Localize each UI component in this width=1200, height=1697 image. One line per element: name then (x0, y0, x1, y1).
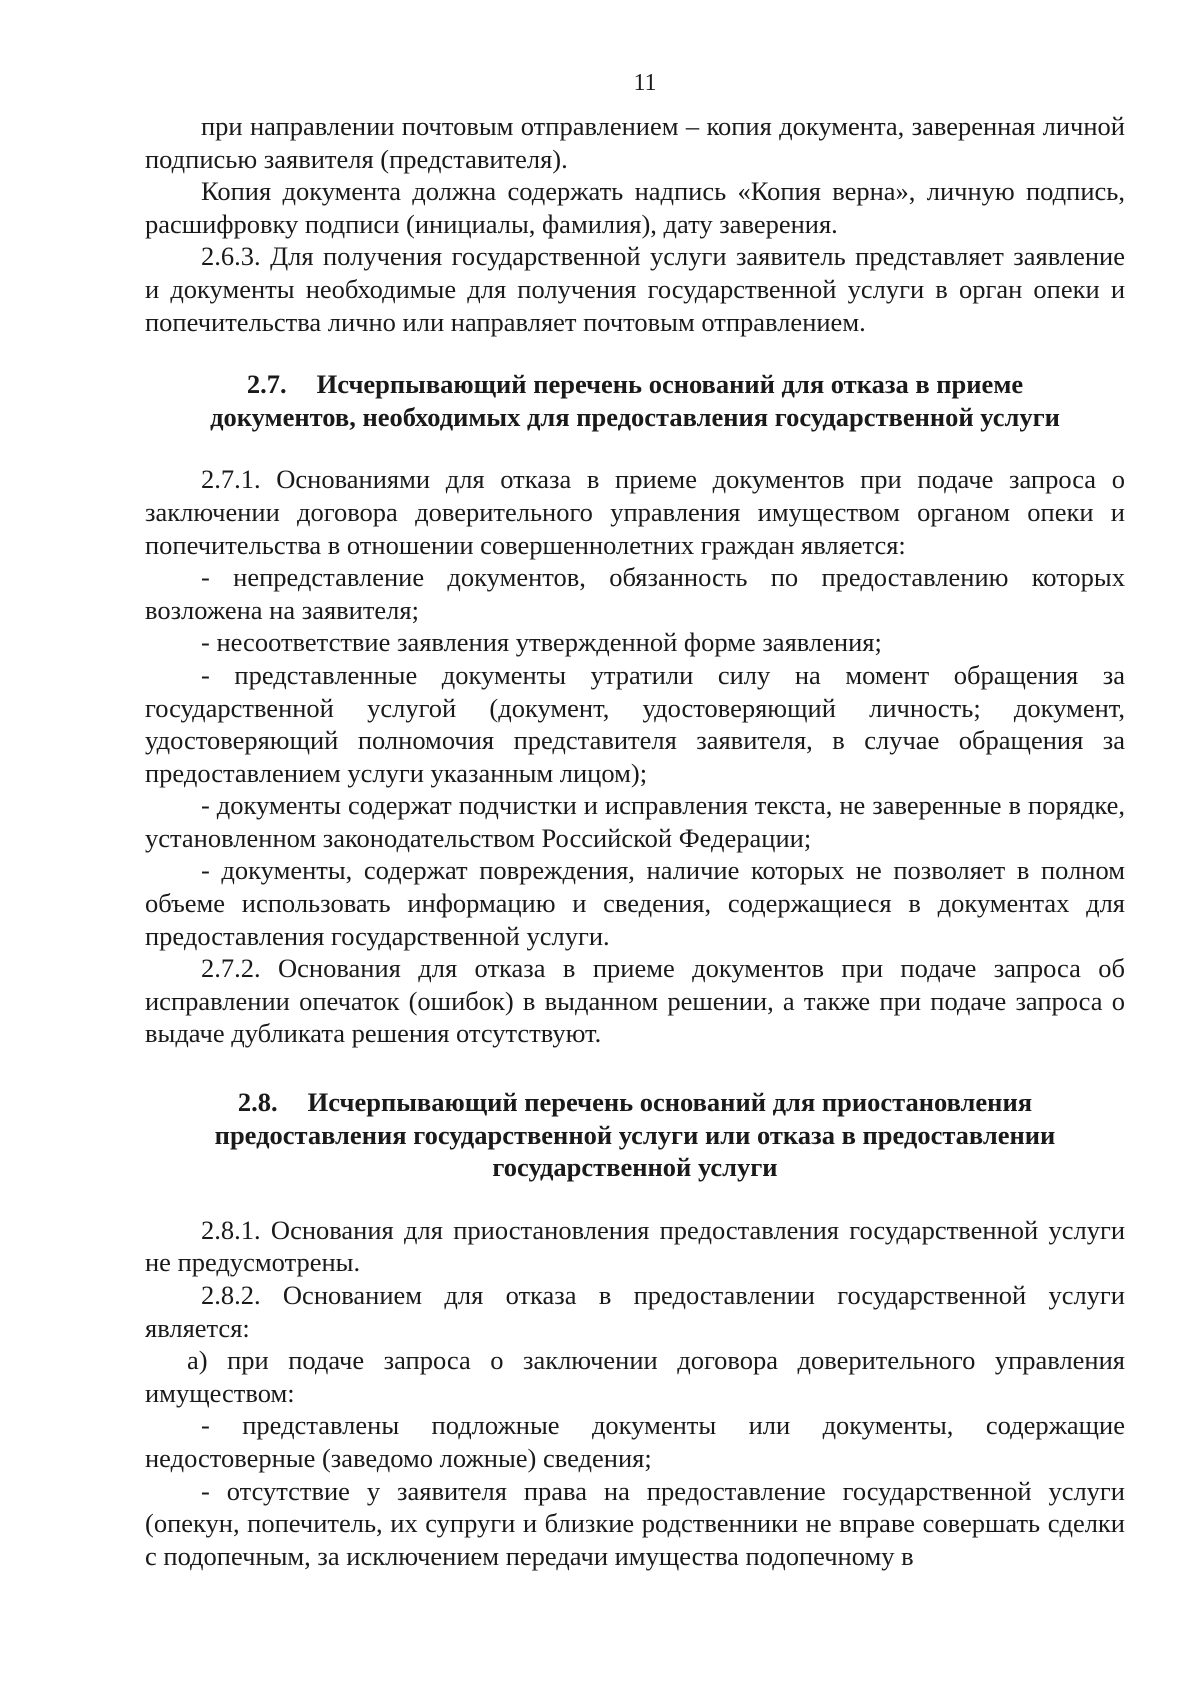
heading-text: Исчерпывающий перечень оснований для отказа в приеме (316, 369, 1024, 400)
list-item: - отсутствие у заявителя права на предоставление государственной услуги (опекун, попечитель, их супруги и близкие родственники не вправе совершать сделки с подопечным, за исключением передачи имущества подопечному в (145, 1475, 1125, 1571)
heading-text: Исчерпывающий перечень оснований для приостановления (307, 1087, 1033, 1118)
list-item: - представленные документы утратили силу на момент обращения за государственной услугой (документ, удостоверяющий личность; документ, удостоверяющий полномочия представителя заявителя, в случае обращения за предоставлением услуги указанным лицом); (145, 659, 1125, 788)
list-item: - представлены подложные документы или документы, содержащие недостоверные (заведомо ложные) сведения; (145, 1410, 1125, 1473)
paragraph: при направлении почтовым отправлением – копия документа, заверенная личной подписью заявителя (представителя). (145, 111, 1125, 174)
heading-line: государственной услуги (492, 1152, 778, 1183)
document-page (145, 70, 1125, 1572)
list-item: - документы, содержат повреждения, наличие которых не позволяет в полном объеме использовать информацию и сведения, содержащиеся в документах для предоставления государственной услуги. (145, 855, 1125, 951)
paragraph: 2.8.2. Основанием для отказа в предоставлении государственной услуги является: (145, 1280, 1125, 1343)
heading-line (145, 368, 1125, 401)
section-heading-2-7 (145, 368, 1125, 433)
paragraph: 2.7.1. Основаниями для отказа в приеме документов при подаче запроса о заключении договора доверительного управления имуществом органом опеки и попечительства в отношении совершеннолетних граждан является: (145, 464, 1125, 560)
paragraph: Копия документа должна содержать надпись «Копия верна», личную подпись, расшифровку подписи (инициалы, фамилия), дату заверения. (145, 176, 1125, 239)
list-item: - непредставление документов, обязанность по предоставлению которых возложена на заявителя; (145, 562, 1125, 625)
list-item: - несоответствие заявления утвержденной форме заявления; (201, 627, 882, 658)
section-number: 2.8. (237, 1087, 278, 1118)
paragraph: 2.7.2. Основания для отказа в приеме документов при подаче запроса об исправлении опечаток (ошибок) в выданном решении, а также при подаче запроса о выдаче дубликата решения отсутствуют. (145, 953, 1125, 1049)
paragraph: 2.8.1. Основания для приостановления предоставления государственной услуги не предусмотрены. (145, 1214, 1125, 1278)
paragraph: 2.6.3. Для получения государственной услуги заявитель представляет заявление и документы необходимые для получения государственной услуги в орган опеки и попечительства лично или направляет почтовым отправлением. (145, 241, 1125, 337)
list-item: - документы содержат подчистки и исправления текста, не заверенные в порядке, установленном законодательством Российской Федерации; (145, 790, 1125, 853)
heading-line (145, 1086, 1125, 1119)
section-number: 2.7. (246, 369, 287, 400)
section-heading-2-8 (145, 1086, 1125, 1184)
page-number: 11 (633, 70, 657, 96)
heading-line: документов, необходимых для предоставления государственной услуги (210, 401, 1060, 432)
list-item: а) при подаче запроса о заключении договора доверительного управления имуществом: (145, 1345, 1125, 1408)
heading-line: предоставления государственной услуги или отказа в предоставлении (214, 1119, 1056, 1150)
